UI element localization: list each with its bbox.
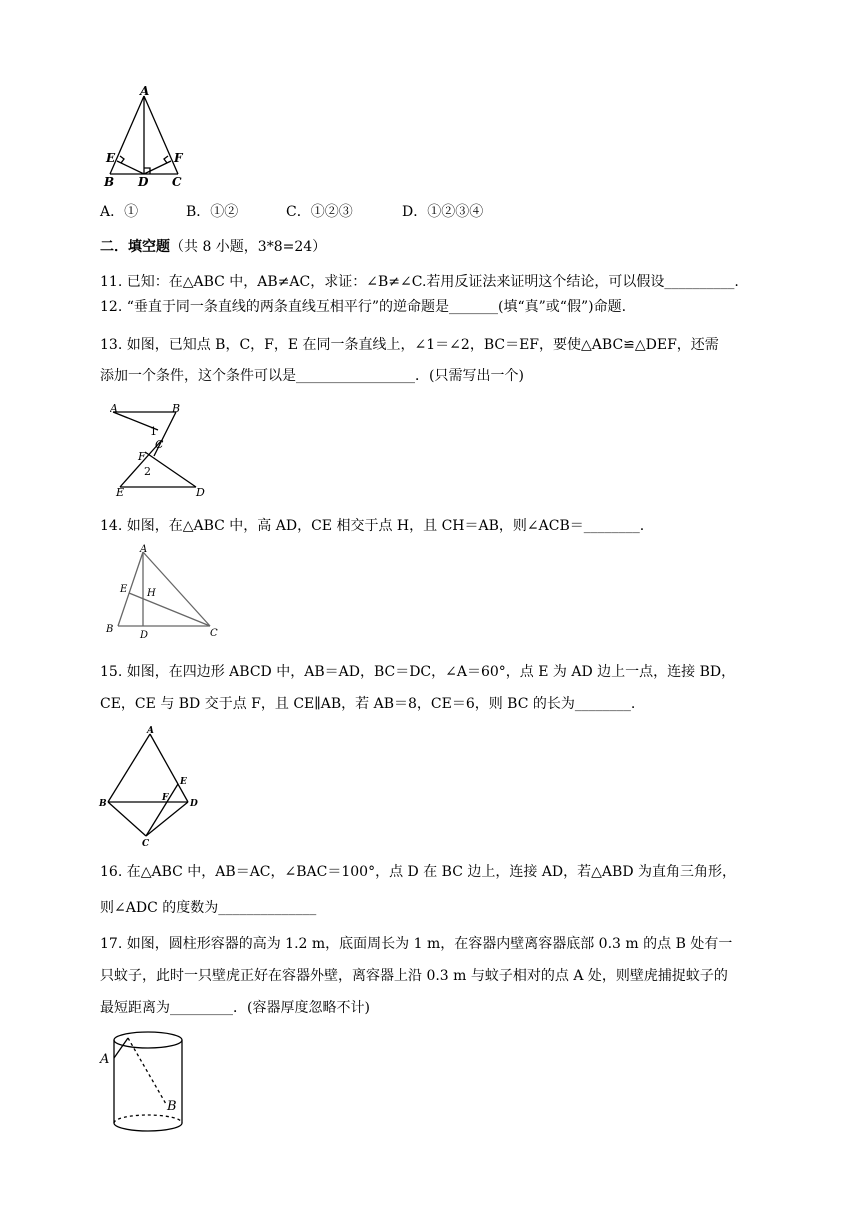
figure-isosceles-triangle — [100, 86, 200, 190]
label-B: B — [172, 402, 181, 415]
option-d: D．①②③④ — [402, 204, 484, 220]
figure-q14 — [100, 544, 230, 640]
question-17-line-3: 最短距离为_________．(容器厚度忽略不计) — [100, 1000, 370, 1016]
question-13-line-1: 13. 如图，已知点 B，C，F，E 在同一条直线上，∠1＝∠2，BC＝EF，要使△ABC≌△DEF，还需 — [100, 337, 719, 353]
label-C: C — [142, 839, 150, 848]
question-15-line-2: CE，CE 与 BD 交于点 F，且 CE∥AB，若 AB＝8，CE＝6，则 BC 的长为________. — [100, 696, 636, 712]
label-angle-2: 2 — [144, 465, 151, 478]
label-A: A — [110, 402, 118, 415]
label-F: F — [138, 450, 146, 463]
label-D: D — [140, 630, 149, 640]
label-angle-1: 1 — [150, 425, 157, 438]
question-17-line-1: 17. 如图，圆柱形容器的高为 1.2 m，底面周长为 1 m，在容器内壁离容器底部 0.3 m 的点 B 处有一 — [100, 936, 733, 952]
question-11: 11. 已知：在△ABC 中，AB≠AC，求证：∠B≠∠C.若用反证法来证明这个结论，可以假设__________. — [100, 274, 739, 290]
question-12: 12. “垂直于同一条直线的两条直线互相平行”的逆命题是_______(填“真”或“假”)命题. — [100, 299, 627, 315]
label-C: C — [172, 175, 182, 189]
question-17-line-2: 只蚊子，此时一只壁虎正好在容器外壁，离容器上沿 0.3 m 与蚊子相对的点 A 处，则壁虎捕捉蚊子的 — [100, 968, 728, 984]
label-D: D — [190, 799, 198, 809]
label-B: B — [99, 799, 107, 809]
option-a: A．① — [100, 204, 139, 220]
question-13-line-2: 添加一个条件，这个条件可以是_________________．(只需写出一个) — [100, 368, 524, 384]
label-A: A — [100, 1052, 110, 1067]
options-row — [100, 202, 483, 222]
label-H: H — [147, 588, 156, 599]
label-A: A — [147, 726, 154, 736]
label-D: D — [196, 486, 205, 498]
figure-q15 — [96, 724, 206, 848]
figure-q13 — [110, 400, 220, 498]
question-14: 14. 如图，在△ABC 中，高 AD，CE 相交于点 H，且 CH＝AB，则∠ACB＝________. — [100, 518, 645, 534]
question-16-line-2: 则∠ADC 的度数为______________ — [100, 900, 317, 916]
label-E: E — [120, 584, 128, 595]
label-F: F — [174, 151, 183, 165]
figure-q17-cylinder — [96, 1026, 206, 1142]
label-F: F — [162, 793, 169, 803]
label-E: E — [106, 151, 116, 165]
question-16-line-1: 16. 在△ABC 中，AB＝AC，∠BAC＝100°，点 D 在 BC 边上，连接 AD，若△ABD 为直角三角形， — [100, 864, 736, 880]
label-B: B — [167, 1099, 177, 1114]
option-c: C．①②③ — [286, 204, 353, 220]
label-B: B — [104, 175, 115, 189]
option-b: B．①② — [186, 204, 239, 220]
label-C: C — [210, 628, 218, 639]
label-A: A — [140, 544, 148, 555]
label-C: C — [155, 438, 164, 451]
label-E: E — [116, 486, 125, 498]
label-B: B — [106, 624, 114, 635]
label-D: D — [138, 175, 149, 189]
label-A: A — [140, 86, 150, 98]
section-heading — [100, 237, 326, 257]
section-note: （共 8 小题，3*8=24） — [170, 239, 327, 255]
label-E: E — [180, 777, 187, 787]
section-title: 二．填空题 — [100, 239, 170, 255]
question-15-line-1: 15. 如图，在四边形 ABCD 中，AB＝AD，BC＝DC，∠A＝60°，点 E 为 AD 边上一点，连接 BD， — [100, 664, 736, 680]
